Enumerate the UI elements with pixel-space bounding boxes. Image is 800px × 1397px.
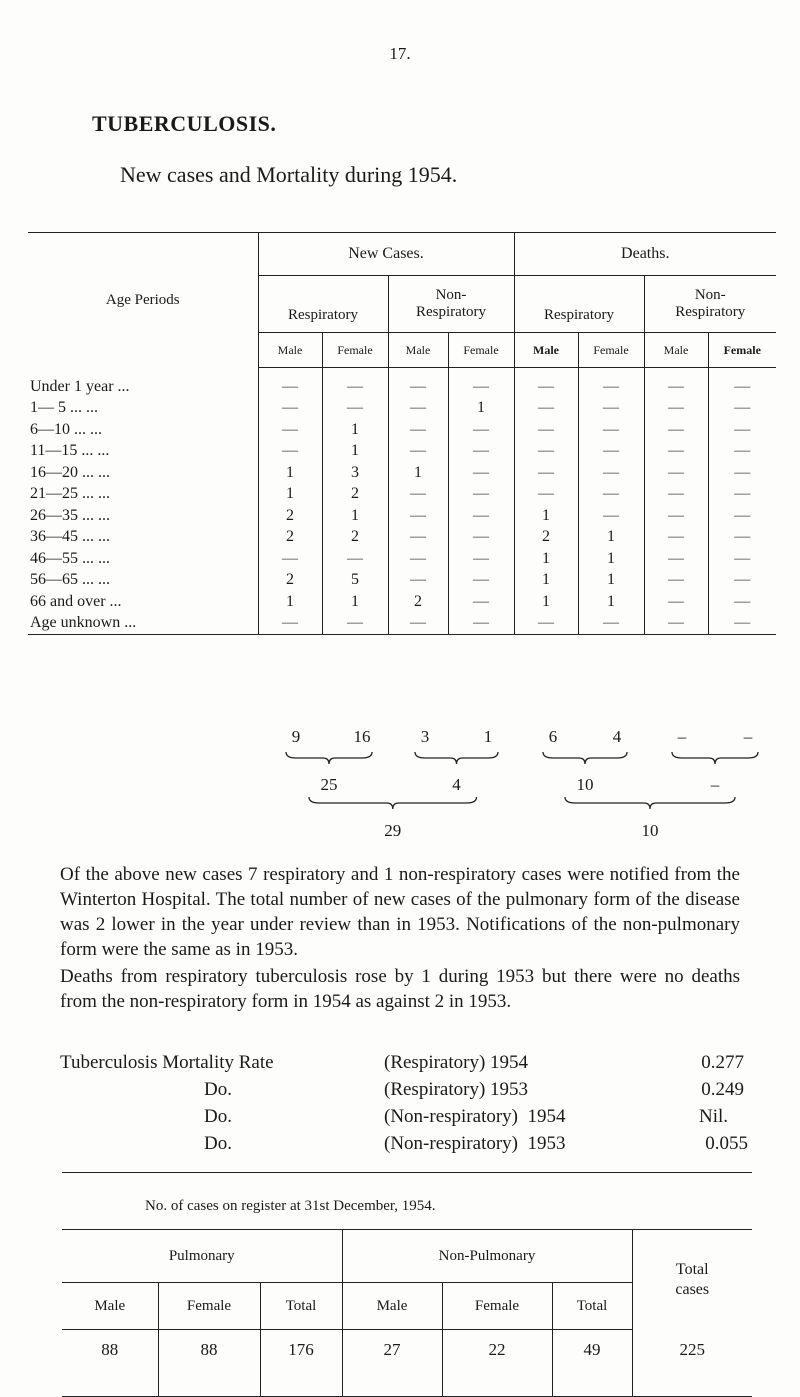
grand-brace (309, 797, 477, 809)
non-pulmonary-header: Non-Pulmonary (342, 1230, 632, 1283)
table-cell: — (734, 463, 751, 481)
table-cell: — (514, 613, 578, 635)
table-cell: — (322, 613, 388, 635)
table-cell: — (644, 591, 708, 613)
table-cell: — (448, 419, 514, 441)
divider (62, 1172, 752, 1173)
table-cell: — (448, 527, 514, 549)
table-cell: — (734, 506, 751, 524)
tuberculosis-table (28, 232, 776, 635)
table-cell: 225 (632, 1330, 752, 1397)
table-row (28, 368, 776, 398)
table-cell: — (644, 613, 708, 635)
table-cell: 5 (322, 570, 388, 592)
death-non-respiratory-line1: Non- (694, 287, 726, 303)
rate-label: Do. (204, 1133, 232, 1154)
table-cell: — (258, 419, 322, 441)
table-row (28, 591, 776, 613)
col-male: Male (388, 333, 448, 368)
table-cell: 1 (258, 591, 322, 613)
death-respiratory-header: Respiratory (514, 276, 644, 333)
table-cell: — (514, 419, 578, 441)
table-cell: — (734, 571, 751, 589)
table-cell: — (388, 398, 448, 420)
table-row (28, 570, 776, 592)
table-cell: 88 (158, 1330, 260, 1397)
column-total: – (743, 727, 753, 746)
col-female: Female (322, 333, 388, 368)
table-cell: 1 (514, 570, 578, 592)
table-cell: — (734, 399, 751, 417)
table-cell: 1 (578, 570, 644, 592)
table-cell: 22 (442, 1330, 552, 1397)
col-female: Female (448, 333, 514, 368)
col-male: Male (258, 333, 322, 368)
col-male: Male (342, 1283, 442, 1330)
table-cell: — (448, 368, 514, 398)
column-total: 9 (291, 727, 301, 746)
table-cell: 2 (322, 527, 388, 549)
age-period-cell: 26—35 ... ... (28, 505, 258, 527)
table-cell: — (448, 505, 514, 527)
pair-brace (286, 752, 372, 764)
table-cell: — (448, 441, 514, 463)
table-cell: 1 (388, 462, 448, 484)
table-cell: — (448, 570, 514, 592)
pair-total: 4 (452, 775, 461, 794)
col-male: Male (644, 333, 708, 368)
rate-value: Nil. (698, 1106, 728, 1127)
pair-total: – (710, 775, 720, 794)
table-cell: — (258, 368, 322, 398)
table-cell: — (388, 570, 448, 592)
table-cell: 1 (514, 505, 578, 527)
col-total: Total (552, 1283, 632, 1330)
rate-label: Do. (204, 1079, 232, 1100)
table-cell: — (448, 613, 514, 635)
column-total: 16 (353, 727, 371, 746)
pair-brace (415, 752, 498, 764)
table-cell: — (734, 549, 751, 567)
table-cell: — (514, 484, 578, 506)
table-cell: — (578, 505, 644, 527)
register-caption: No. of cases on register at 31st December, 1954. (145, 1198, 436, 1214)
table-cell: — (258, 441, 322, 463)
pulmonary-header: Pulmonary (62, 1230, 342, 1283)
table-cell: — (644, 441, 708, 463)
col-total: Total (260, 1283, 342, 1330)
table-cell: — (734, 528, 751, 546)
table-row (28, 441, 776, 463)
table-cell: 2 (388, 591, 448, 613)
grand-brace (565, 797, 735, 809)
table-cell: — (644, 570, 708, 592)
rate-form: (Respiratory) 1953 (384, 1079, 529, 1100)
table-cell: 1 (514, 591, 578, 613)
table-cell: — (388, 548, 448, 570)
table-cell: — (708, 613, 776, 635)
table-cell: 1 (322, 419, 388, 441)
age-period-cell: 46—55 ... ... (28, 548, 258, 570)
table-cell: 27 (342, 1330, 442, 1397)
table-cell: 1 (258, 462, 322, 484)
rate-value: 0.277 (701, 1052, 744, 1073)
table-cell: 176 (260, 1330, 342, 1397)
total-cases-line2: cases (675, 1280, 710, 1298)
table-cell: — (734, 442, 751, 460)
table-row (28, 398, 776, 420)
table-cell: — (578, 398, 644, 420)
grand-total: 29 (384, 821, 402, 840)
column-total: 3 (420, 727, 430, 746)
age-period-cell: Age unknown ... (28, 613, 258, 635)
table-cell: 1 (322, 505, 388, 527)
age-period-cell: 36—45 ... ... (28, 527, 258, 549)
table-cell: 1 (448, 398, 514, 420)
pair-total: 25 (320, 775, 338, 794)
col-female: Female (442, 1283, 552, 1330)
new-non-respiratory-line1: Non- (435, 287, 467, 303)
rate-form: (Non-respiratory) 1954 (384, 1106, 566, 1127)
table-cell: 1 (322, 441, 388, 463)
table-cell: — (734, 485, 751, 503)
table-cell: 2 (322, 484, 388, 506)
register-table (62, 1229, 752, 1397)
table-row (28, 548, 776, 570)
pair-brace (672, 752, 758, 764)
table-cell: — (578, 462, 644, 484)
age-period-cell: 56—65 ... ... (28, 570, 258, 592)
table-cell: — (514, 368, 578, 398)
age-period-cell: 16—20 ... ... (28, 462, 258, 484)
age-period-cell: 21—25 ... ... (28, 484, 258, 506)
table-cell: — (578, 484, 644, 506)
table-cell: — (258, 398, 322, 420)
total-cases-line1: Total (675, 1260, 709, 1278)
column-total: 4 (612, 727, 622, 746)
table-cell: — (448, 462, 514, 484)
table-cell: 1 (578, 548, 644, 570)
table-cell: — (578, 441, 644, 463)
grand-total: 10 (641, 821, 659, 840)
col-female: Female (158, 1283, 260, 1330)
rate-label: Do. (204, 1106, 232, 1127)
table-cell: — (734, 592, 751, 610)
age-period-cell: 11—15 ... ... (28, 441, 258, 463)
total-cases-header (632, 1230, 752, 1330)
table-cell: 2 (514, 527, 578, 549)
table-cell: 88 (62, 1330, 158, 1397)
table-cell: — (514, 398, 578, 420)
table-row (28, 462, 776, 484)
page-subtitle: New cases and Mortality during 1954. (120, 162, 458, 187)
table-cell: — (578, 613, 644, 635)
table-row (28, 505, 776, 527)
table-cell: 1 (322, 591, 388, 613)
table-row (28, 484, 776, 506)
col-female: Female (708, 333, 776, 368)
table-cell: — (514, 462, 578, 484)
table-cell: — (644, 419, 708, 441)
table-cell: — (734, 377, 751, 395)
table-cell: — (644, 527, 708, 549)
col-male: Male (62, 1283, 158, 1330)
table-cell: — (388, 505, 448, 527)
col-male: Male (514, 333, 578, 368)
rate-form: (Respiratory) 1954 (384, 1052, 529, 1073)
table-cell: — (322, 398, 388, 420)
rate-value: 0.055 (705, 1133, 748, 1154)
age-period-cell: 66 and over ... (28, 591, 258, 613)
page-number: 17. (389, 44, 411, 63)
death-non-respiratory-line2: Respiratory (675, 304, 746, 320)
table-cell: — (388, 441, 448, 463)
tuberculosis-table-body (28, 368, 776, 635)
table-cell: — (644, 484, 708, 506)
paragraph-new-cases: Of the above new cases 7 respiratory and 1 non-respiratory cases were notified from the Winterton Hospital. The total number of new cases of the pulmonary form of the disease was 2 lower in the year under review than in 1953. Notifications of the non-pulmonary form were the same as in 1953. (60, 864, 740, 960)
table-cell: — (514, 441, 578, 463)
table-cell: 2 (258, 527, 322, 549)
age-period-cell: 6—10 ... ... (28, 419, 258, 441)
table-cell: — (258, 548, 322, 570)
column-total: 1 (483, 727, 493, 746)
table-cell: — (388, 527, 448, 549)
table-cell: 1 (578, 591, 644, 613)
table-cell: — (448, 484, 514, 506)
table-cell: — (644, 368, 708, 398)
pair-total: 10 (576, 775, 594, 794)
table-cell: — (388, 419, 448, 441)
table-cell: — (322, 368, 388, 398)
deaths-header: Deaths. (514, 233, 776, 276)
table-cell: 1 (514, 548, 578, 570)
table-cell: — (734, 420, 751, 438)
paragraph-deaths: Deaths from respiratory tuberculosis rose by 1 during 1953 but there were no deaths from the non-respiratory form in 1954 as against 2 in 1953. (60, 966, 740, 1012)
table-row (28, 613, 776, 635)
column-total: – (677, 727, 687, 746)
col-female: Female (578, 333, 644, 368)
table-cell: 2 (258, 570, 322, 592)
age-period-cell: Under 1 year ... (28, 368, 258, 398)
death-non-respiratory-header (644, 276, 776, 333)
table-cell: — (448, 548, 514, 570)
age-period-cell: 1— 5 ... ... (28, 398, 258, 420)
table-cell: — (644, 462, 708, 484)
table-cell: — (578, 419, 644, 441)
rate-value: 0.249 (701, 1079, 744, 1100)
new-non-respiratory-header (388, 276, 514, 333)
table-cell: — (644, 505, 708, 527)
table-row (28, 527, 776, 549)
table-cell: — (258, 613, 322, 635)
rate-label: Tuberculosis Mortality Rate (60, 1052, 274, 1073)
new-cases-header: New Cases. (258, 233, 514, 276)
table-cell: 49 (552, 1330, 632, 1397)
table-cell: 2 (258, 505, 322, 527)
new-non-respiratory-line2: Respiratory (416, 304, 486, 320)
page-title: TUBERCULOSIS. (92, 111, 277, 136)
table-cell: — (388, 484, 448, 506)
new-respiratory-header: Respiratory (258, 276, 388, 333)
table-cell: — (644, 398, 708, 420)
table-cell: 3 (322, 462, 388, 484)
column-total: 6 (548, 727, 558, 746)
table-cell: — (578, 368, 644, 398)
rate-form: (Non-respiratory) 1953 (384, 1133, 566, 1154)
table-cell: — (388, 368, 448, 398)
table-cell: — (644, 548, 708, 570)
table-row (28, 419, 776, 441)
table-cell: 1 (258, 484, 322, 506)
age-periods-header: Age Periods (28, 233, 258, 368)
table-cell: 1 (578, 527, 644, 549)
pair-brace (543, 752, 627, 764)
table-cell: — (322, 548, 388, 570)
table-cell: — (448, 591, 514, 613)
table-cell: — (388, 613, 448, 635)
